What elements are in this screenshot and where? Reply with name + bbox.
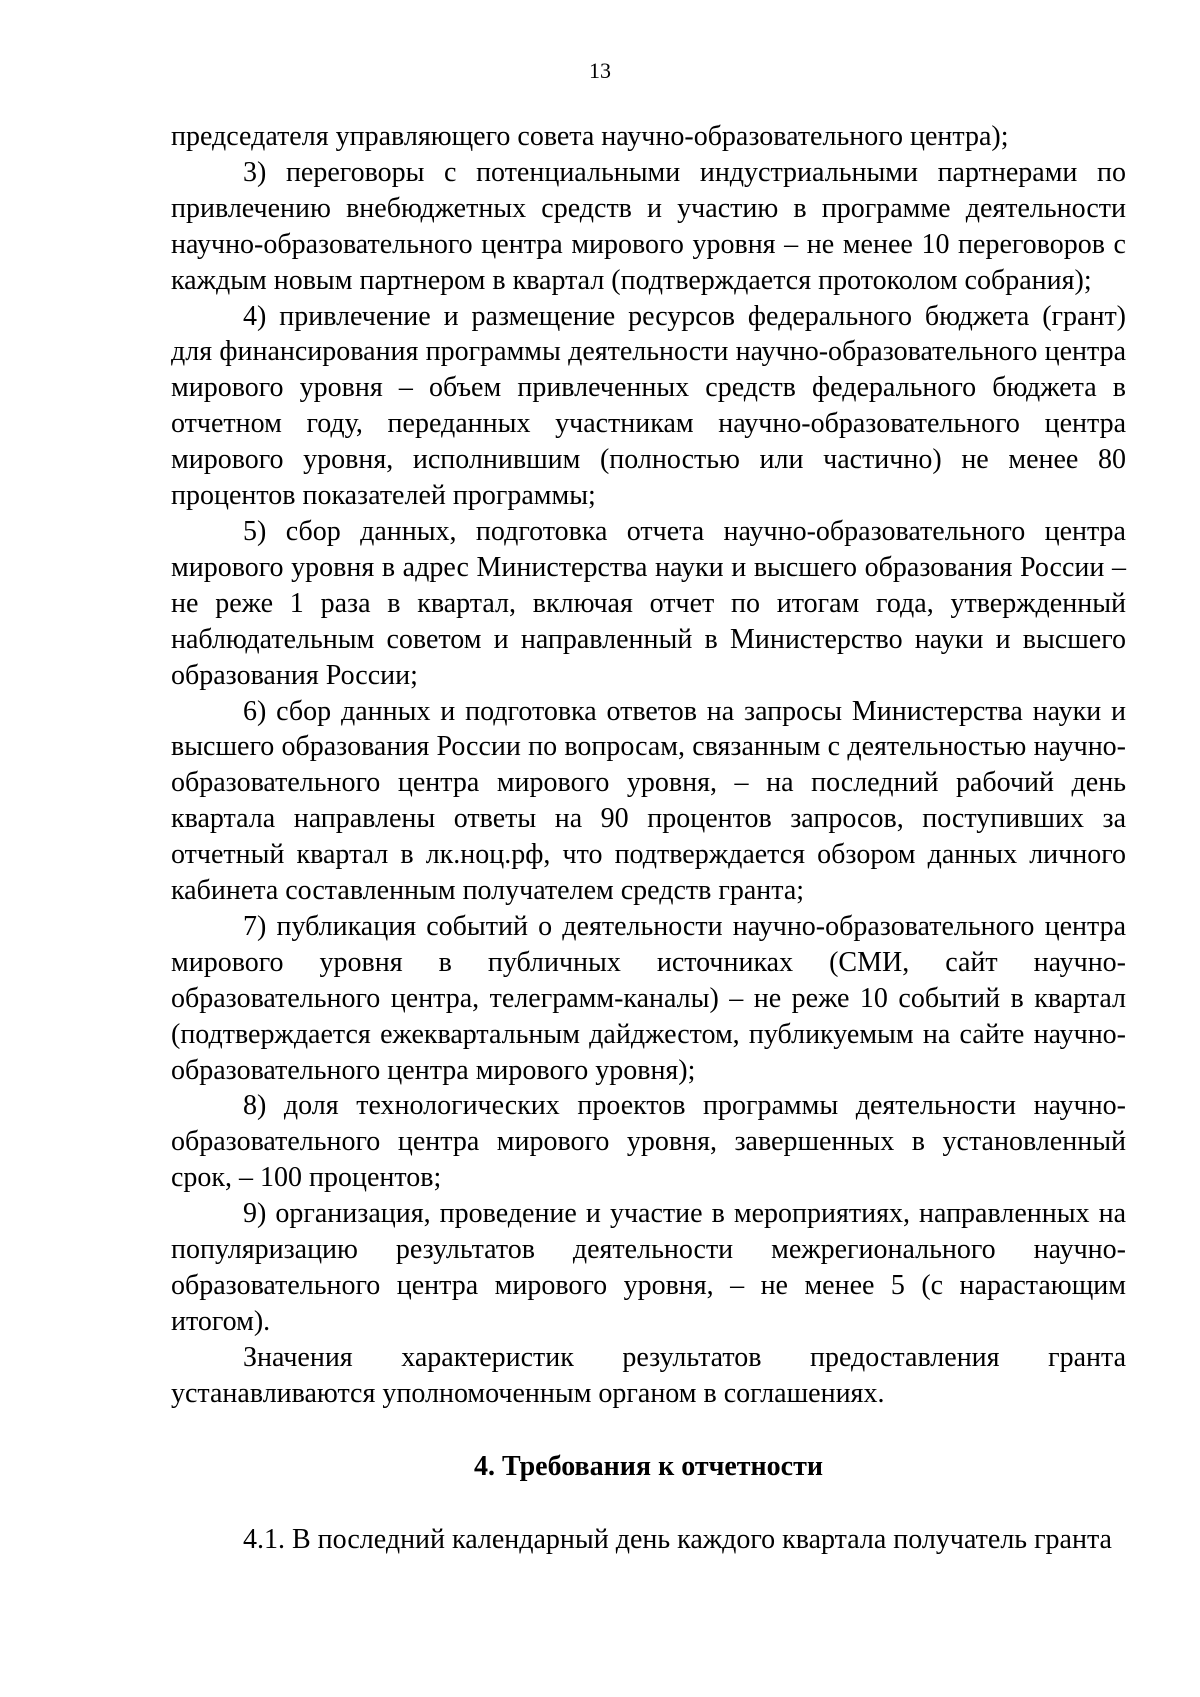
list-item-3: 3) переговоры с потенциальными индустриальными партнерами по привлечению внебюджетных средств и участию в программе деятельности научно-образовательного центра мирового уровня – не менее 10 переговоров с каждым новым партнером в квартал (подтверждается протоколом собрания); — [171, 156, 1126, 296]
list-item-9: 9) организация, проведение и участие в мероприятиях, направленных на популяризацию результатов деятельности межрегионального научно-образовательного центра мирового уровня, – не менее 5 (с нарастающим итогом). — [171, 1198, 1126, 1337]
paragraph-values: Значения характеристик результатов предоставления гранта устанавливаются уполномоченным органом в соглашениях. — [171, 1341, 1126, 1409]
list-item-7: 7) публикация событий о деятельности научно-образовательного центра мирового уровня в публичных источниках (СМИ, сайт научно-образовательного центра, телеграмм-каналы) – не реже 10 событий в квартал (подтверждается ежеквартальным дайджестом, публикуемым на сайте научно-образовательного центра мирового уровня); — [171, 910, 1126, 1086]
list-item-8: 8) доля технологических проектов программы деятельности научно-образовательного центра мирового уровня, завершенных в установленный срок, – 100 процентов; — [171, 1090, 1126, 1194]
document-body — [171, 119, 1126, 1557]
list-item-6: 6) сбор данных и подготовка ответов на запросы Министерства науки и высшего образования России по вопросам, связанным с деятельностью научно-образовательного центра мирового уровня, – на последний рабочий день квартала направлены ответы на 90 процентов запросов, поступивших за отчетный квартал в лк.ноц.рф, что подтверждается обзором данных личного кабинета составленным получателем средств гранта; — [171, 695, 1126, 907]
paragraph-continuation: председателя управляющего совета научно-образовательного центра); — [171, 121, 1009, 152]
list-item-5: 5) сбор данных, подготовка отчета научно-образовательного центра мирового уровня в адрес Министерства науки и высшего образования России – не реже 1 раза в квартал, включая отчет по итогам года, утвержденный наблюдательным советом и направленный в Министерство науки и высшего образования России; — [171, 515, 1126, 691]
list-item-4: 4) привлечение и размещение ресурсов федерального бюджета (грант) для финансирования программы деятельности научно-образовательного центра мирового уровня – объем привлеченных средств федерального бюджета в отчетном году, переданных участникам научно-образовательного центра мирового уровня, исполнившим (полностью или частично) не менее 80 процентов показателей программы; — [171, 300, 1126, 512]
section-heading: 4. Требования к отчетности — [473, 1450, 823, 1482]
clause-4-1: 4.1. В последний календарный день каждого квартала получатель гранта — [243, 1523, 1112, 1555]
page-number: 13 — [589, 58, 611, 83]
